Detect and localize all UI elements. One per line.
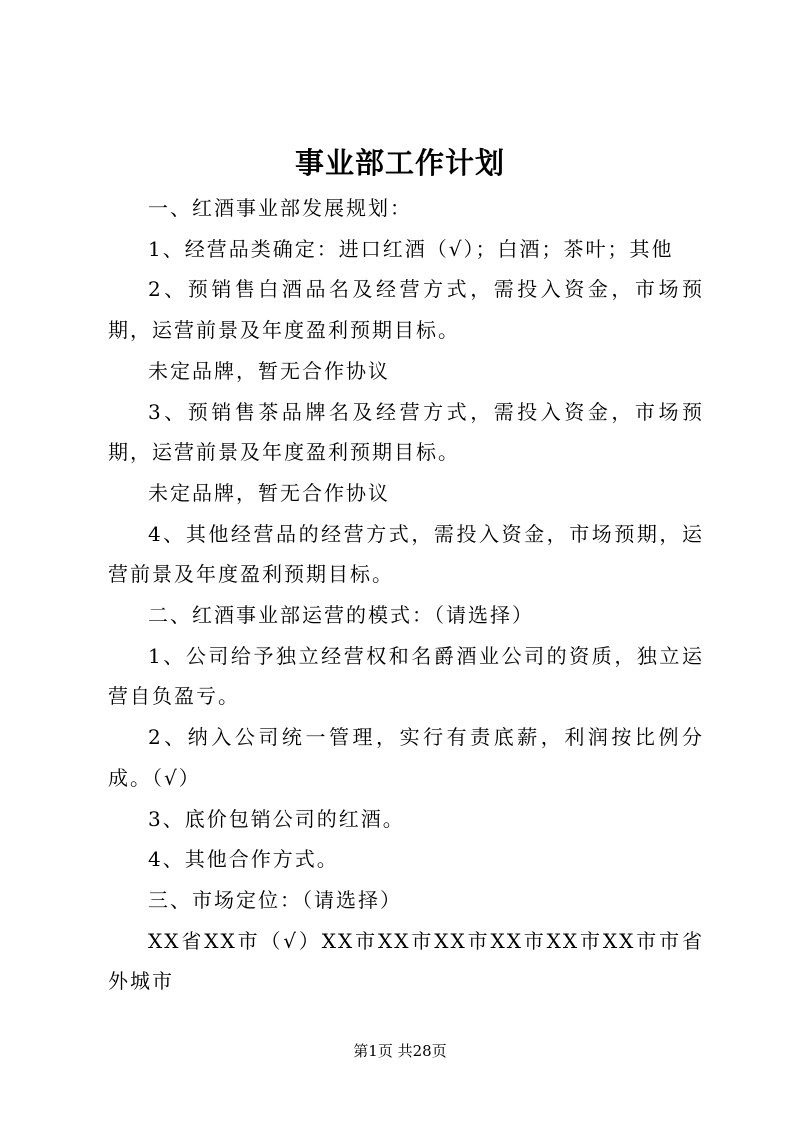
document-title: 事业部工作计划 [294,146,505,180]
paragraph-mode-1: 1、公司给予独立经营权和名爵酒业公司的资质，独立运营自负盈亏。 [108,643,704,709]
paragraph-liquor-note: 未定品牌，暂无合作协议 [148,358,390,383]
section-heading-1: 一、红酒事业部发展规划： [148,196,412,220]
section-heading-3: 三、市场定位：（请选择） [148,887,402,912]
paragraph-tea-plan: 3、预销售茶品牌名及经营方式，需投入资金，市场预期，运营前景及年度盈利预期目标。 [108,399,704,465]
paragraph-product-categories: 1、经营品类确定：进口红酒（√）；白酒；茶叶；其他 [148,236,674,261]
paragraph-mode-3: 3、底价包销公司的红酒。 [148,806,405,831]
section-heading-2: 二、红酒事业部运营的模式：（请选择） [148,603,534,628]
paragraph-mode-2: 2、纳入公司统一管理，实行有责底薪，利润按比例分成。（√） [108,725,704,790]
document-body [108,188,704,1002]
paragraph-market-options: XX省XX市（√）XX市XX市XX市XX市XX市XX市市省外城市 [108,928,704,994]
paragraph-tea-note: 未定品牌，暂无合作协议 [148,480,390,505]
paragraph-other-products: 4、其他经营品的经营方式，需投入资金，市场预期，运营前景及年度盈利预期目标。 [108,521,704,587]
paragraph-liquor-plan: 2、预销售白酒品名及经营方式，需投入资金，市场预期，运营前景及年度盈利预期目标。 [108,277,704,343]
page-footer: 第1页 共28页 [353,1042,447,1060]
paragraph-mode-4: 4、其他合作方式。 [148,847,339,872]
